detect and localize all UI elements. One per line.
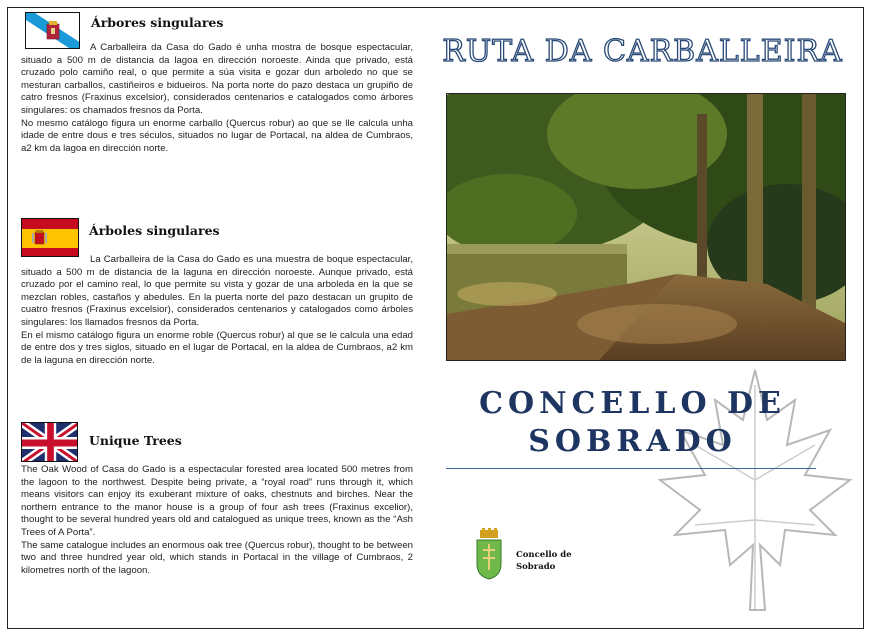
divider-rule: [446, 468, 816, 469]
coat-of-arms-icon: [473, 528, 505, 580]
english-paragraph: The same catalogue includes an enormous oak tree (Quercus robur), thought to be between two and three hundred year old, which stands in Portacal in the village of Cumbraos, 2 kilometres north of the lagoon.: [21, 539, 413, 576]
logo-line-2: Sobrado: [516, 562, 556, 572]
logo-text: [516, 549, 572, 573]
galician-paragraph: A Carballeira da Casa do Gado é unha mostra de bosque espectacular, situado a 500 m de distancia da lagoa en dirección noroeste. Ainda que privado, está cruzado polo camiño real, o que permite a súa visita e gozar dun arboledo no que se mesturan carballos, castiñeiros e bidueiros. Na porta norte do pazo destaca un grupiño de catro fresnos (Fraxinus excelsior), considerados centenarios e catalogados como árbores singulares: os chamados fresnos da Porta.: [21, 42, 413, 116]
english-paragraph: The Oak Wood of Casa do Gado is a espectacular forested area located 500 metres from the lagoon to the northwest. Despite being private, a “royal road” runs through it, which means visitors can enjoy its exuberant mixture of oaks, chestnuts and birches. Near the northern entrance to the manor house is a group of four ash trees (Fraxinus excelior), thought to be several hundred years old and catalogued as unique trees, known as the “Ash Trees of A Porta”.: [21, 464, 413, 538]
concello-line-2: SOBRADO: [528, 424, 737, 459]
logo-line-1: Concello de: [516, 550, 572, 560]
spanish-paragraph: En el mismo catálogo figura un enorme roble (Quercus robur) al que se le calcula una edad de entre dos y tres siglos, situado en el lugar de Portacal, en la aldea de Cumbraos, a2 km de la laguna en dirección norte.: [21, 329, 413, 366]
galician-title: Árbores singulares: [91, 15, 224, 30]
spanish-body: [21, 254, 413, 367]
concello-title: [450, 385, 815, 461]
forest-path-photo: [446, 93, 846, 361]
route-title: RUTA DA CARBALLEIRA: [442, 34, 843, 69]
uk-flag-icon: [21, 422, 78, 462]
galician-paragraph: No mesmo catálogo figura un enorme carballo (Quercus robur) ao que se lle calcula unha idade de entre dous e tres séculos, situados no lugar de Portacal, na aldea de Cumbraos, a2 km da lagoa en dirección norte.: [21, 117, 413, 154]
galician-body: [21, 42, 413, 155]
spanish-paragraph: La Carballeira de la Casa do Gado es una muestra de boque espectacular, situado a 500 m de distancia de la laguna en dirección noroeste. Aunque privado, está cruzado por el camino real, lo que permite su vista y gozar de una arboleda en la que se mezclan robles, castaños y abedules. En la puerta norte del pazo destacan un grupito de cuatro fresnos (Fraxinus excelsior), considerados centenarios y catalogados como árboles singulares: los llamados fresnos da Porta.: [21, 254, 413, 328]
concello-line-1: CONCELLO DE: [479, 386, 786, 421]
spain-flag-icon: [21, 218, 79, 257]
english-body: [21, 464, 413, 577]
english-title: Unique Trees: [89, 433, 182, 448]
spanish-title: Árboles singulares: [89, 223, 220, 238]
